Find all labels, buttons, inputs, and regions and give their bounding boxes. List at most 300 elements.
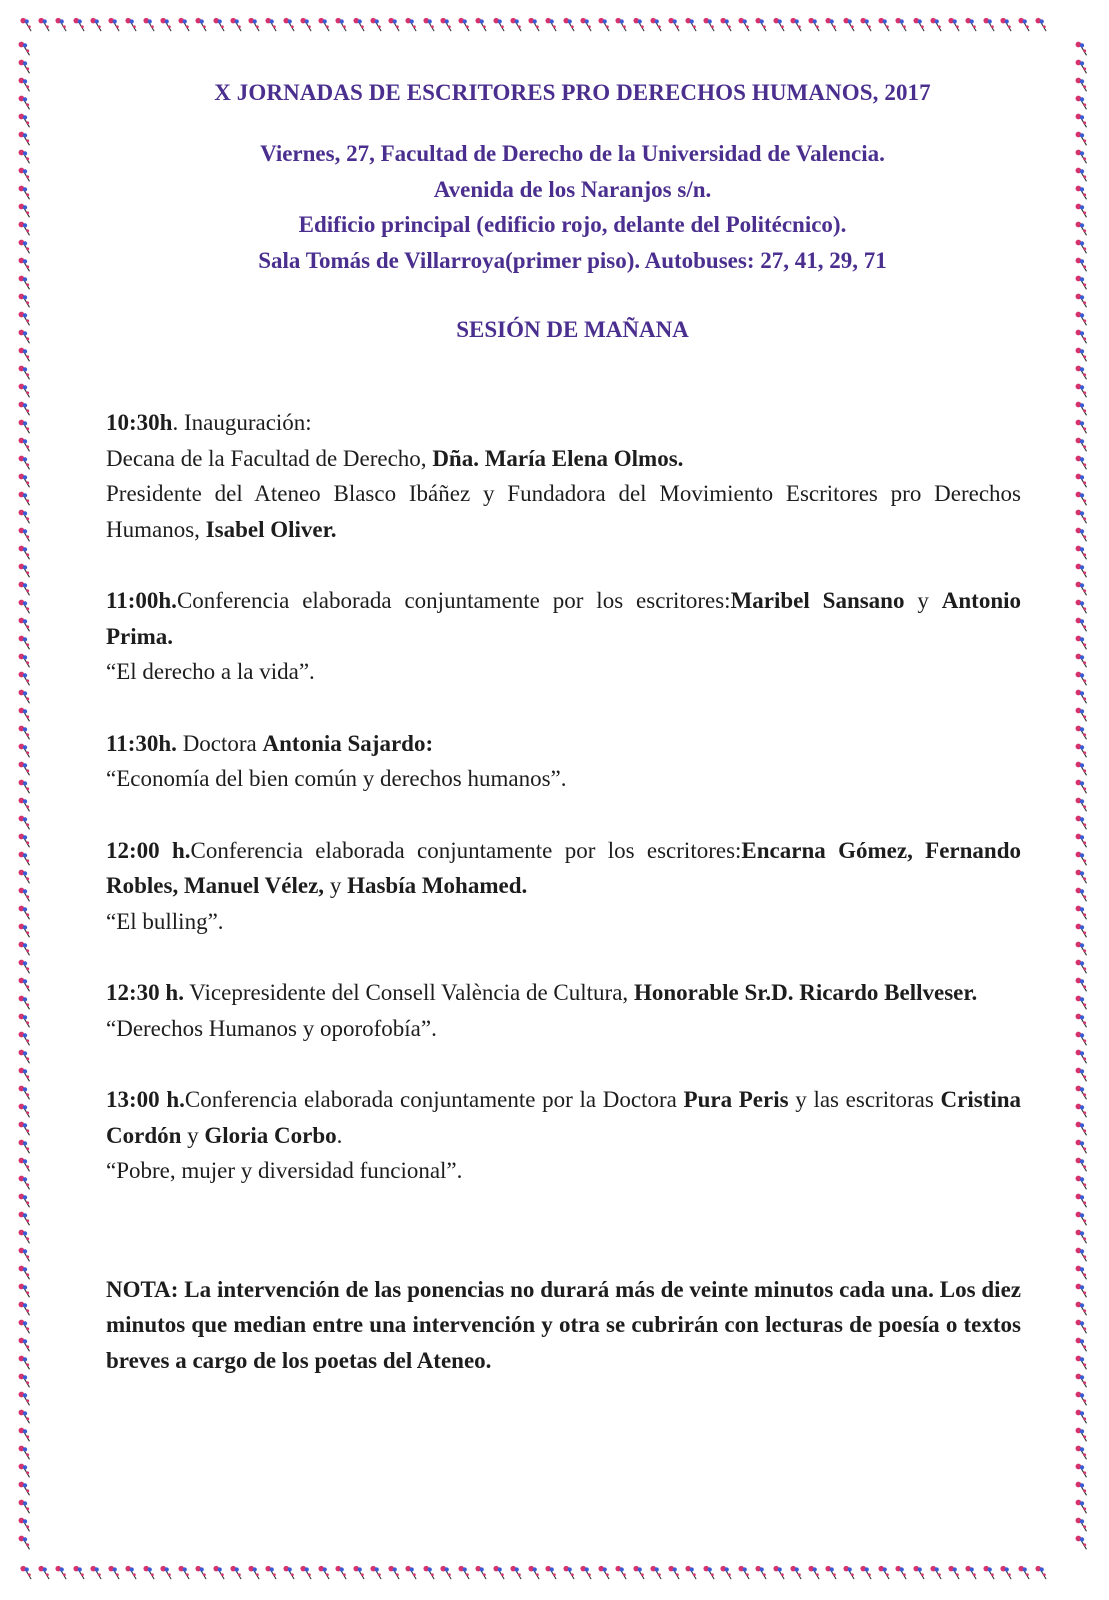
floral-border-icon: [421, 1562, 439, 1584]
floral-border-icon: [858, 14, 876, 36]
speaker-name: Gloria Corbo: [204, 1122, 337, 1148]
floral-border-icon: [613, 1562, 631, 1584]
floral-border-icon: [36, 1562, 54, 1584]
floral-border-icon: [14, 976, 36, 994]
floral-border-icon: [14, 1282, 36, 1300]
floral-border-icon: [14, 184, 36, 202]
floral-border-icon: [14, 526, 36, 544]
floral-border-icon: [1071, 1102, 1093, 1120]
floral-border-icon: [14, 220, 36, 238]
floral-border-icon: [438, 1562, 456, 1584]
floral-border-icon: [14, 814, 36, 832]
floral-border-icon: [683, 1562, 701, 1584]
floral-border-icon: [14, 544, 36, 562]
floral-border-icon: [1071, 1066, 1093, 1084]
entry-time: 10:30h: [106, 410, 173, 435]
floral-border-icon: [1071, 940, 1093, 958]
floral-border-icon: [14, 328, 36, 346]
floral-border-icon: [14, 310, 36, 328]
floral-border-icon: [1071, 1228, 1093, 1246]
entry-text: y: [904, 588, 942, 613]
floral-border-icon: [14, 778, 36, 796]
floral-border-icon: [1071, 508, 1093, 526]
floral-border-icon: [14, 850, 36, 868]
floral-border-icon: [14, 1084, 36, 1102]
entry-text: Doctora: [176, 730, 263, 756]
floral-border-icon: [1071, 1300, 1093, 1318]
floral-border-icon: [14, 994, 36, 1012]
floral-border-icon: [14, 454, 36, 472]
floral-border-icon: [578, 14, 596, 36]
floral-border-icon: [1071, 850, 1093, 868]
floral-border-icon: [981, 1562, 999, 1584]
floral-border-icon: [14, 958, 36, 976]
decorative-border-top: [18, 14, 1091, 40]
floral-border-icon: [1071, 1048, 1093, 1066]
floral-border-icon: [928, 14, 946, 36]
entry-text: Conferencia elaborada conjuntamente por los escritores:: [190, 837, 742, 863]
floral-border-icon: [491, 1562, 509, 1584]
floral-border-icon: [1033, 14, 1051, 36]
floral-border-icon: [1071, 472, 1093, 490]
floral-border-icon: [246, 1562, 264, 1584]
floral-border-icon: [14, 1012, 36, 1030]
floral-border-icon: [788, 14, 806, 36]
floral-border-icon: [753, 1562, 771, 1584]
floral-border-icon: [1071, 220, 1093, 238]
floral-border-icon: [298, 14, 316, 36]
floral-border-icon: [14, 1462, 36, 1480]
floral-border-icon: [14, 1372, 36, 1390]
floral-border-icon: [1071, 292, 1093, 310]
floral-border-icon: [998, 14, 1016, 36]
floral-border-icon: [1071, 1120, 1093, 1138]
floral-border-icon: [333, 14, 351, 36]
floral-border-icon: [1071, 1444, 1093, 1462]
floral-border-icon: [14, 364, 36, 382]
entry-text: . Inauguración:: [172, 410, 312, 435]
floral-border-icon: [1071, 1192, 1093, 1210]
venue-line: Viernes, 27, Facultad de Derecho de la Universidad de Valencia.: [260, 141, 885, 166]
floral-border-icon: [718, 14, 736, 36]
floral-border-icon: [1071, 562, 1093, 580]
floral-border-icon: [14, 652, 36, 670]
floral-border-icon: [14, 724, 36, 742]
floral-border-icon: [1071, 328, 1093, 346]
floral-border-icon: [106, 1562, 124, 1584]
venue-info: [106, 136, 1021, 278]
floral-border-icon: [1071, 1372, 1093, 1390]
speaker-name: Antonia Sajardo:: [262, 730, 434, 756]
floral-border-icon: [1071, 1336, 1093, 1354]
floral-border-icon: [1071, 382, 1093, 400]
floral-border-icon: [386, 1562, 404, 1584]
floral-border-icon: [1071, 1264, 1093, 1282]
floral-border-icon: [1071, 1462, 1093, 1480]
floral-border-icon: [176, 1562, 194, 1584]
floral-border-icon: [1071, 130, 1093, 148]
floral-border-icon: [1071, 724, 1093, 742]
floral-border-icon: [1071, 1498, 1093, 1516]
floral-border-icon: [211, 1562, 229, 1584]
floral-border-icon: [561, 14, 579, 36]
talk-title: “Derechos Humanos y oporofobía”.: [106, 1015, 437, 1041]
floral-border-icon: [14, 670, 36, 688]
floral-border-icon: [14, 1066, 36, 1084]
decorative-border-right: [1071, 40, 1095, 1562]
speaker-name: Honorable Sr.D. Ricardo Bellveser.: [633, 980, 978, 1005]
floral-border-icon: [1071, 742, 1093, 760]
floral-border-icon: [1071, 346, 1093, 364]
program-entry: [106, 833, 1021, 940]
floral-border-icon: [14, 112, 36, 130]
floral-border-icon: [281, 14, 299, 36]
floral-border-icon: [14, 1498, 36, 1516]
floral-border-icon: [14, 940, 36, 958]
entry-text: y: [181, 1122, 205, 1148]
floral-border-icon: [14, 1264, 36, 1282]
floral-border-icon: [1071, 238, 1093, 256]
floral-border-icon: [578, 1562, 596, 1584]
entry-time: 13:00 h.: [106, 1087, 185, 1112]
floral-border-icon: [298, 1562, 316, 1584]
floral-border-icon: [1071, 490, 1093, 508]
floral-border-icon: [403, 14, 421, 36]
entry-heading: [106, 726, 1021, 762]
floral-border-icon: [14, 1318, 36, 1336]
floral-border-icon: [14, 508, 36, 526]
floral-border-icon: [631, 14, 649, 36]
floral-border-icon: [1071, 148, 1093, 166]
floral-border-icon: [823, 1562, 841, 1584]
floral-border-icon: [1071, 94, 1093, 112]
floral-border-icon: [14, 1174, 36, 1192]
floral-border-icon: [14, 580, 36, 598]
floral-border-icon: [14, 1228, 36, 1246]
speaker-name: Isabel Oliver.: [205, 516, 337, 542]
floral-border-icon: [806, 14, 824, 36]
floral-border-icon: [14, 76, 36, 94]
floral-border-icon: [1071, 814, 1093, 832]
entry-line: [106, 441, 1021, 477]
floral-border-icon: [946, 1562, 964, 1584]
floral-border-icon: [823, 14, 841, 36]
document-body: [106, 80, 1021, 1378]
floral-border-icon: [1071, 796, 1093, 814]
floral-border-icon: [1071, 1426, 1093, 1444]
floral-border-icon: [1071, 1138, 1093, 1156]
decorative-border-left: [14, 40, 38, 1562]
floral-border-icon: [14, 1102, 36, 1120]
floral-border-icon: [1071, 1516, 1093, 1534]
document-title: X JORNADAS DE ESCRITORES PRO DERECHOS HUMANOS, 2017: [214, 80, 931, 105]
talk-title: “Economía del bien común y derechos humanos”.: [106, 766, 567, 791]
floral-border-icon: [333, 1562, 351, 1584]
floral-border-icon: [14, 598, 36, 616]
floral-border-icon: [14, 472, 36, 490]
floral-border-icon: [14, 562, 36, 580]
floral-border-icon: [14, 1192, 36, 1210]
floral-border-icon: [911, 1562, 929, 1584]
floral-border-icon: [14, 1444, 36, 1462]
floral-border-icon: [176, 14, 194, 36]
floral-border-icon: [508, 14, 526, 36]
floral-border-icon: [14, 418, 36, 436]
floral-border-icon: [14, 616, 36, 634]
floral-border-icon: [1071, 868, 1093, 886]
floral-border-icon: [351, 1562, 369, 1584]
floral-border-icon: [263, 14, 281, 36]
entry-text: Decana de la Facultad de Derecho,: [106, 445, 433, 471]
floral-border-icon: [421, 14, 439, 36]
floral-border-icon: [14, 904, 36, 922]
floral-border-icon: [701, 14, 719, 36]
floral-border-icon: [736, 1562, 754, 1584]
program-entry: [106, 1082, 1021, 1189]
floral-border-icon: [491, 14, 509, 36]
floral-border-icon: [1071, 634, 1093, 652]
floral-border-icon: [14, 1408, 36, 1426]
floral-border-icon: [88, 1562, 106, 1584]
session-title: SESIÓN DE MAÑANA: [456, 317, 689, 342]
floral-border-icon: [14, 1336, 36, 1354]
floral-border-icon: [736, 14, 754, 36]
floral-border-icon: [14, 1534, 36, 1552]
floral-border-icon: [1071, 832, 1093, 850]
talk-title: “El bulling”.: [106, 908, 224, 934]
speaker-name: Cristina Cordón: [106, 1087, 1021, 1148]
floral-border-icon: [1071, 256, 1093, 274]
floral-border-icon: [141, 14, 159, 36]
floral-border-icon: [14, 706, 36, 724]
floral-border-icon: [473, 1562, 491, 1584]
entry-time: 12:30 h.: [106, 980, 184, 1005]
program-entry: [106, 583, 1021, 690]
floral-border-icon: [876, 1562, 894, 1584]
floral-border-icon: [456, 1562, 474, 1584]
program-entry: [106, 975, 1021, 1046]
speaker-name: Pura Peris: [683, 1087, 789, 1112]
floral-border-icon: [1071, 400, 1093, 418]
floral-border-icon: [1071, 598, 1093, 616]
venue-line: Sala Tomás de Villarroya(primer piso). Autobuses: 27, 41, 29, 71: [258, 247, 887, 273]
floral-border-icon: [806, 1562, 824, 1584]
floral-border-icon: [1071, 112, 1093, 130]
floral-border-icon: [281, 1562, 299, 1584]
floral-border-icon: [911, 14, 929, 36]
floral-border-icon: [1071, 616, 1093, 634]
floral-border-icon: [14, 1210, 36, 1228]
floral-border-icon: [1071, 454, 1093, 472]
floral-border-icon: [1016, 1562, 1034, 1584]
floral-border-icon: [1071, 418, 1093, 436]
floral-border-icon: [1071, 1246, 1093, 1264]
floral-border-icon: [158, 1562, 176, 1584]
floral-border-icon: [14, 202, 36, 220]
floral-border-icon: [1071, 706, 1093, 724]
floral-border-icon: [14, 1246, 36, 1264]
floral-border-icon: [753, 14, 771, 36]
floral-border-icon: [771, 14, 789, 36]
floral-border-icon: [1071, 1354, 1093, 1372]
floral-border-icon: [14, 292, 36, 310]
floral-border-icon: [1071, 310, 1093, 328]
floral-border-icon: [14, 436, 36, 454]
floral-border-icon: [543, 14, 561, 36]
floral-border-icon: [893, 14, 911, 36]
floral-border-icon: [14, 1300, 36, 1318]
floral-border-icon: [1071, 58, 1093, 76]
entry-text: .: [336, 1122, 343, 1148]
floral-border-icon: [596, 1562, 614, 1584]
floral-border-icon: [14, 274, 36, 292]
floral-border-icon: [106, 14, 124, 36]
entry-text: Presidente del Ateneo Blasco Ibáñez y Fundadora del Movimiento Escritores pro Derechos Humanos,: [106, 481, 1021, 542]
floral-border-icon: [14, 742, 36, 760]
floral-border-icon: [14, 634, 36, 652]
floral-border-icon: [14, 1354, 36, 1372]
floral-border-icon: [1071, 1174, 1093, 1192]
floral-border-icon: [666, 1562, 684, 1584]
floral-border-icon: [18, 1562, 36, 1584]
floral-border-icon: [18, 14, 36, 36]
entry-text: y las escritoras: [788, 1087, 941, 1112]
floral-border-icon: [1071, 40, 1093, 58]
floral-border-icon: [526, 14, 544, 36]
entry-text: y: [324, 873, 348, 898]
floral-border-icon: [141, 1562, 159, 1584]
floral-border-icon: [438, 14, 456, 36]
floral-border-icon: [1071, 1210, 1093, 1228]
program-list: [106, 405, 1021, 1189]
floral-border-icon: [526, 1562, 544, 1584]
floral-border-icon: [1071, 1390, 1093, 1408]
floral-border-icon: [14, 490, 36, 508]
floral-border-icon: [14, 400, 36, 418]
floral-border-icon: [1071, 994, 1093, 1012]
floral-border-icon: [648, 1562, 666, 1584]
floral-border-icon: [1071, 958, 1093, 976]
floral-border-icon: [14, 1390, 36, 1408]
floral-border-icon: [53, 14, 71, 36]
speaker-name: Dña. María Elena Olmos.: [432, 445, 684, 471]
floral-border-icon: [14, 868, 36, 886]
floral-border-icon: [14, 94, 36, 112]
floral-border-icon: [228, 1562, 246, 1584]
floral-border-icon: [1071, 1030, 1093, 1048]
floral-border-icon: [193, 1562, 211, 1584]
floral-border-icon: [228, 14, 246, 36]
venue-line: Edificio principal (edificio rojo, delante del Politécnico).: [298, 212, 847, 237]
entry-time: 12:00 h.: [106, 837, 191, 863]
floral-border-icon: [1071, 1282, 1093, 1300]
floral-border-icon: [858, 1562, 876, 1584]
floral-border-icon: [71, 1562, 89, 1584]
entry-text: Vicepresidente del Consell València de Cultura,: [183, 980, 634, 1005]
floral-border-icon: [876, 14, 894, 36]
floral-border-icon: [998, 1562, 1016, 1584]
floral-border-icon: [14, 256, 36, 274]
floral-border-icon: [981, 14, 999, 36]
speaker-name: Hasbía Mohamed.: [347, 873, 528, 898]
floral-border-icon: [14, 1138, 36, 1156]
floral-border-icon: [1071, 1084, 1093, 1102]
floral-border-icon: [88, 14, 106, 36]
floral-border-icon: [158, 14, 176, 36]
floral-border-icon: [946, 14, 964, 36]
floral-border-icon: [473, 14, 491, 36]
floral-border-icon: [14, 166, 36, 184]
floral-border-icon: [71, 14, 89, 36]
floral-border-icon: [631, 1562, 649, 1584]
floral-border-icon: [14, 382, 36, 400]
floral-border-icon: [14, 1156, 36, 1174]
floral-border-icon: [1071, 76, 1093, 94]
entry-heading: [106, 405, 1021, 441]
floral-border-icon: [14, 796, 36, 814]
floral-border-icon: [1071, 544, 1093, 562]
floral-border-icon: [893, 1562, 911, 1584]
floral-border-icon: [1071, 580, 1093, 598]
decorative-border-bottom: [18, 1562, 1091, 1588]
floral-border-icon: [193, 14, 211, 36]
floral-border-icon: [14, 1426, 36, 1444]
floral-border-icon: [263, 1562, 281, 1584]
floral-border-icon: [211, 14, 229, 36]
floral-border-icon: [368, 1562, 386, 1584]
floral-border-icon: [1071, 184, 1093, 202]
floral-border-icon: [14, 1048, 36, 1066]
floral-border-icon: [841, 1562, 859, 1584]
floral-border-icon: [1071, 904, 1093, 922]
floral-border-icon: [1071, 1318, 1093, 1336]
floral-border-icon: [1016, 14, 1034, 36]
entry-time: 11:30h.: [106, 730, 177, 756]
floral-border-icon: [123, 1562, 141, 1584]
floral-border-icon: [1071, 436, 1093, 454]
floral-border-icon: [14, 58, 36, 76]
floral-border-icon: [14, 922, 36, 940]
floral-border-icon: [14, 760, 36, 778]
floral-border-icon: [613, 14, 631, 36]
floral-border-icon: [14, 1120, 36, 1138]
floral-border-icon: [53, 1562, 71, 1584]
venue-line: Avenida de los Naranjos s/n.: [433, 176, 712, 202]
speaker-name: Encarna Gómez, Fernando Robles, Manuel Vélez,: [106, 837, 1021, 898]
floral-border-icon: [1071, 1408, 1093, 1426]
floral-border-icon: [14, 1030, 36, 1048]
floral-border-icon: [1071, 976, 1093, 994]
floral-border-icon: [14, 886, 36, 904]
floral-border-icon: [788, 1562, 806, 1584]
floral-border-icon: [123, 14, 141, 36]
floral-border-icon: [963, 1562, 981, 1584]
program-entry: [106, 726, 1021, 797]
entry-text: Conferencia elaborada conjuntamente por la Doctora: [184, 1087, 684, 1112]
floral-border-icon: [14, 346, 36, 364]
floral-border-icon: [1071, 1012, 1093, 1030]
floral-border-icon: [683, 14, 701, 36]
floral-border-icon: [963, 14, 981, 36]
floral-border-icon: [841, 14, 859, 36]
floral-border-icon: [1071, 778, 1093, 796]
floral-border-icon: [368, 14, 386, 36]
floral-border-icon: [666, 14, 684, 36]
floral-border-icon: [14, 832, 36, 850]
floral-border-icon: [1071, 652, 1093, 670]
floral-border-icon: [596, 14, 614, 36]
floral-border-icon: [1033, 1562, 1051, 1584]
